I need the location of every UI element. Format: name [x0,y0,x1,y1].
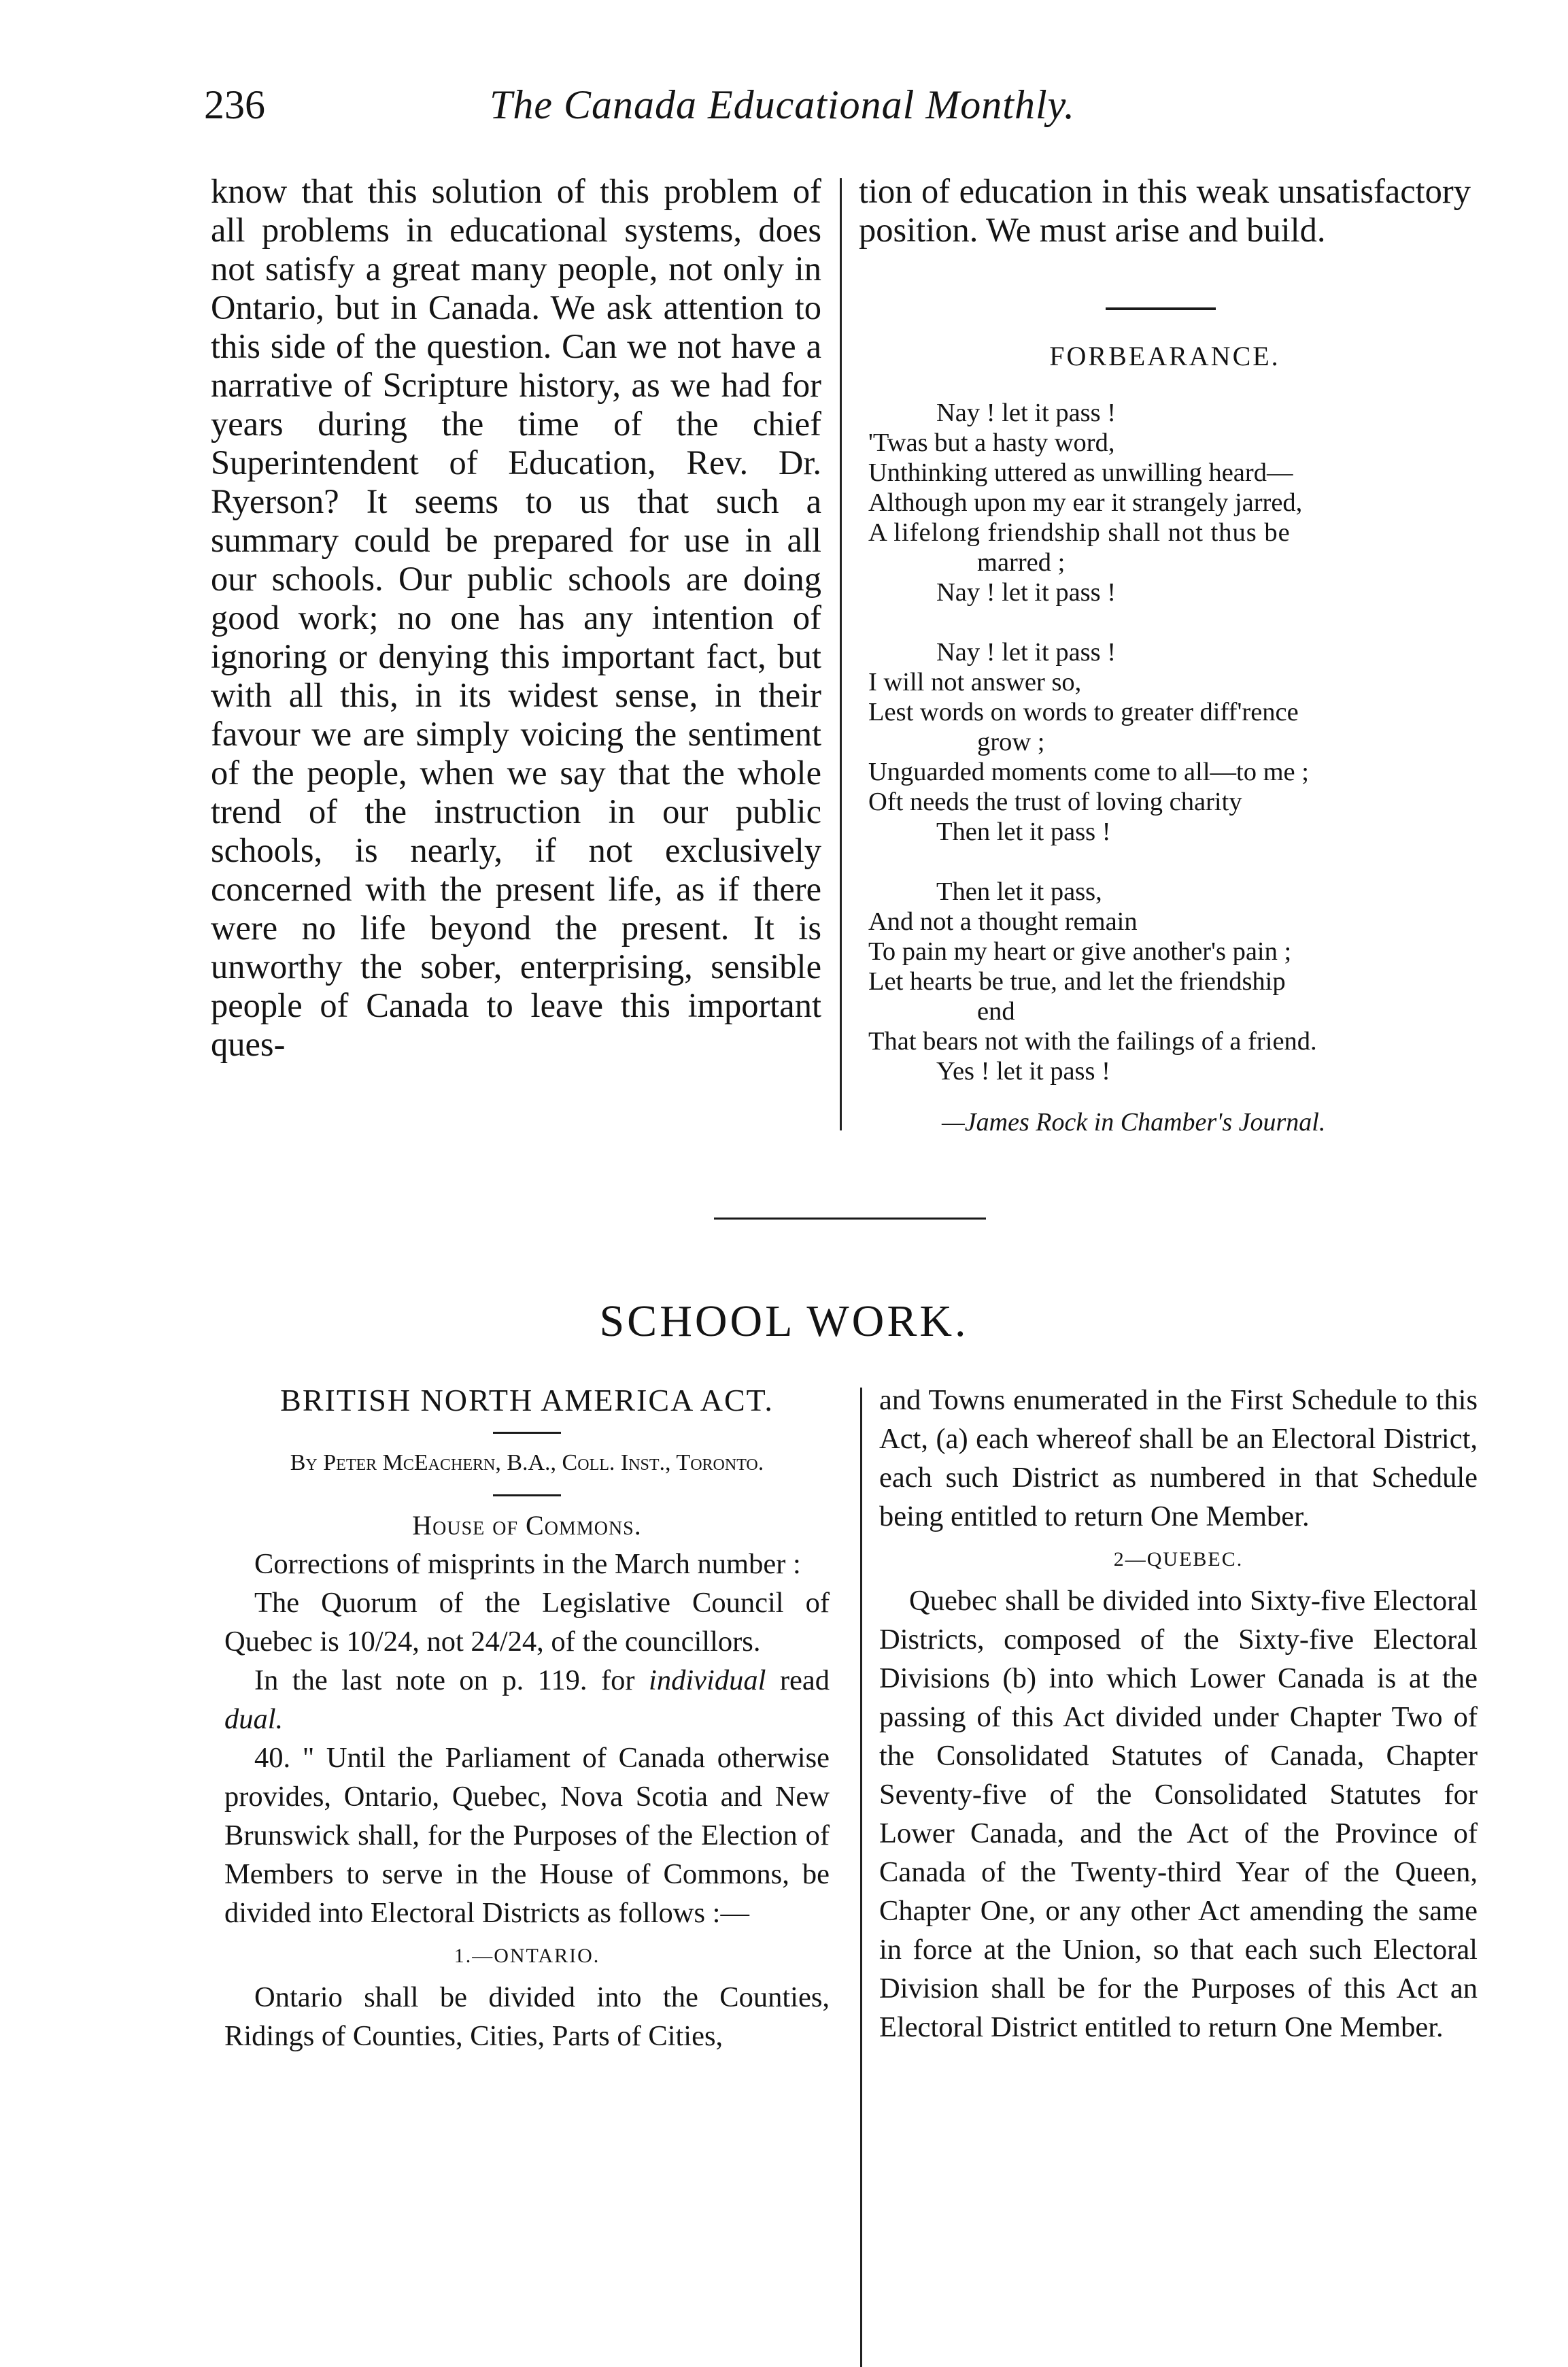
poem-line: To pain my heart or give another's pain ; [868,937,1292,966]
ontario-heading: 1.—ONTARIO. [454,1945,600,1967]
poem-line: Nay ! let it pass ! [936,638,1117,667]
quebec-paragraph: Quebec shall be divided into Sixty-five Electoral Districts, composed of the Sixty-five Electoral Divisions (b) into which Lower Canada is at the passing of this Act divided under Chapter Two of the Consolidated Statutes of Canada, Chapter Seventy-five of the Consolidated Statutes for Lower Canada, and the Act of the Province of Canada of the Twenty-third Year of the Queen, Chapter One, or any other Act amending the same in force at the Union, so that each such Electoral Division shall be for the Purposes of this Act an Electoral District entitled to return One Member. [879,1585,1478,2043]
poem-divider [1106,307,1216,310]
poem-attribution: —James Rock in Chamber's Journal. [942,1108,1326,1137]
poem-line: Nay ! let it pass ! [936,399,1117,427]
poem-stanza-2 [868,637,1473,847]
poem-line: That bears not with the failings of a friend. [868,1027,1317,1056]
note-emphasis: dual. [224,1703,284,1735]
poem-line: Although upon my ear it strangely jarred, [868,488,1303,517]
poem-line: I will not answer so, [868,668,1082,696]
column-divider-bottom [860,1388,862,2367]
poem-line: Unthinking uttered as unwilling heard— [868,458,1293,487]
note-emphasis: individual [649,1664,766,1696]
top-left-paragraph: know that this solution of this problem of all problems in educational systems, does not satisfy a great many people, not only in Ontario, but in Canada. We ask attention to this side of the question. Can we not have a narrative of Scripture history, as we had for years during the time of the chief Superintendent of Education, Rev. Dr. Ryerson? It seems to us that such a summary could be prepared for use in all our schools. Our public schools are doing good work; no one has any intention of ignoring or denying this important fact, but with all this, in its widest sense, in their favour we are simply voicing the sentiment of the people, when we say that the whole trend of the instruction in our public schools, is nearly, if not exclusively concerned with the present life, as if there were no life beyond the present. It is unworthy the sober, enterprising, sensible people of Canada to leave this important ques- [211,172,821,1063]
article-byline: By Peter McEachern, B.A., Coll. Inst., Toronto. [290,1450,764,1475]
poem-line: Then let it pass, [936,877,1102,906]
poem-line: marred ; [977,548,1066,577]
note-text: read [766,1664,830,1696]
section-title: SCHOOL WORK. [599,1296,969,1346]
poem-line: Lest words on words to greater diff'rence [868,698,1299,726]
quebec-heading: 2—QUEBEC. [1113,1548,1244,1571]
note-paragraph [224,1661,830,1739]
byline-divider [493,1494,561,1496]
note-text: In the last note on p. 119. for [254,1664,649,1696]
poem-line: grow ; [977,728,1045,756]
subheading: House of Commons. [412,1510,642,1541]
ontario-paragraph: Ontario shall be divided into the Counties, Ridings of Counties, Cities, Parts of Cities, [224,1981,830,2052]
top-right-paragraph: tion of education in this weak unsatisfactory position. We must arise and build. [859,172,1471,249]
running-title: The Canada Educational Monthly. [490,82,1075,127]
poem-line: Unguarded moments come to all—to me ; [868,758,1309,786]
quorum-paragraph: The Quorum of the Legislative Council of Quebec is 10/24, not 24/24, of the councillors. [224,1587,830,1658]
poem-line: Oft needs the trust of loving charity [868,788,1242,816]
page-number: 236 [204,82,265,127]
article-title: BRITISH NORTH AMERICA ACT. [280,1383,774,1417]
section-40-paragraph: 40. " Until the Parliament of Canada otherwise provides, Ontario, Quebec, Nova Scotia and New Brunswick shall, for the Purposes of the Election of Members to serve in the House of Commons, be divided into Electoral Districts as follows :— [224,1742,830,1929]
column-divider-top [840,178,842,1130]
bottom-right-column [879,1381,1478,2047]
poem-title: FORBEARANCE. [1049,341,1280,371]
poem-stanza-3 [868,877,1473,1086]
ontario-continuation: and Towns enumerated in the First Schedule to this Act, (a) each whereof shall be an Electoral District, each such District as numbered in that Schedule being entitled to return One Member. [879,1384,1478,1532]
poem-line: Nay ! let it pass ! [936,578,1117,607]
poem-line: Let hearts be true, and let the friendship [868,967,1286,996]
corrections-paragraph: Corrections of misprints in the March number : [254,1548,801,1580]
top-right-column [859,172,1471,250]
poem-stanza-1 [868,398,1473,607]
poem-line: 'Twas but a hasty word, [868,429,1115,457]
poem-line: end [977,997,1015,1026]
poem-line: And not a thought remain [868,907,1138,936]
article-divider [493,1432,561,1434]
poem-line: Then let it pass ! [936,818,1111,846]
poem-line: A lifelong friendship shall not thus be [868,518,1291,547]
poem [868,398,1473,1116]
top-left-column [211,172,821,1064]
poem-line: Yes ! let it pass ! [936,1057,1110,1086]
bottom-left-column [224,1381,830,2055]
section-divider [714,1218,986,1220]
